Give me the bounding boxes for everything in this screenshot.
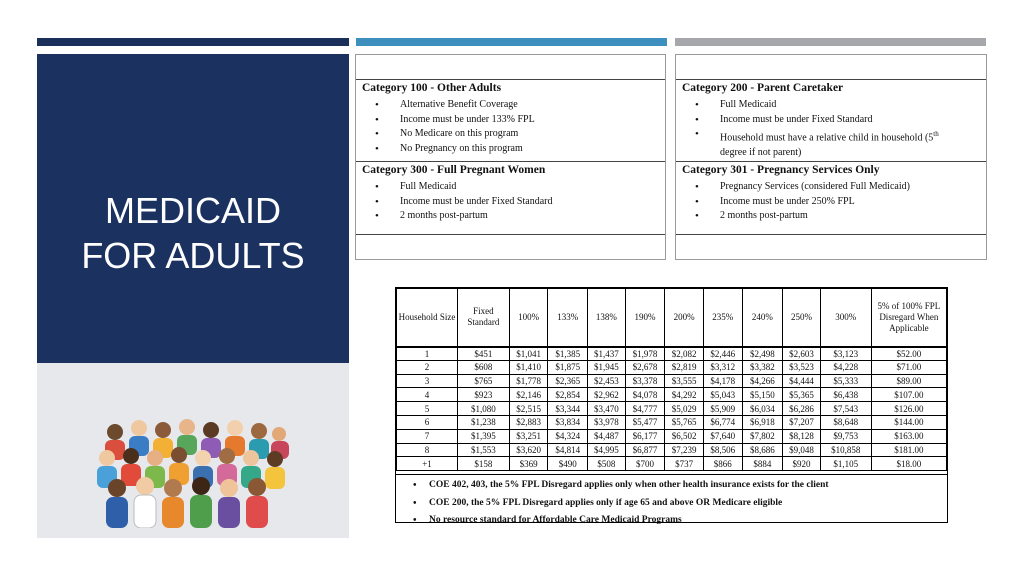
table-cell: $8,686 — [742, 443, 783, 457]
table-cell: $1,105 — [820, 457, 871, 471]
crowd-illustration — [95, 418, 291, 528]
category-100-title: Category 100 - Other Adults — [362, 82, 502, 94]
table-cell: $107.00 — [871, 388, 946, 402]
table-cell: $451 — [457, 347, 509, 361]
table-cell: $10,858 — [820, 443, 871, 457]
table-cell: $5,333 — [820, 374, 871, 388]
table-cell: $4,444 — [783, 374, 821, 388]
table-cell: $3,620 — [509, 443, 548, 457]
table-cell: $7,640 — [703, 429, 742, 443]
table-cell: +1 — [397, 457, 458, 471]
table-cell: $5,477 — [625, 415, 665, 429]
table-cell: 8 — [397, 443, 458, 457]
table-cell: $4,266 — [742, 374, 783, 388]
table-cell: $369 — [509, 457, 548, 471]
column-header: 100% — [509, 289, 548, 347]
list-item: • 2 months post-partum — [695, 209, 986, 224]
fpl-notes-list — [396, 477, 947, 530]
table-cell: $5,365 — [783, 388, 821, 402]
table-cell: $3,251 — [509, 429, 548, 443]
table-cell: $5,909 — [703, 402, 742, 416]
category-100-list — [356, 98, 665, 156]
table-cell: $6,438 — [820, 388, 871, 402]
category-301-title: Category 301 - Pregnancy Services Only — [682, 164, 880, 176]
slide-title-line2: FOR ADULTS — [81, 235, 305, 276]
table-cell: $52.00 — [871, 347, 946, 361]
list-item: • 2 months post-partum — [375, 209, 665, 224]
table-cell: $5,029 — [665, 402, 704, 416]
note-item: • COE 402, 403, the 5% FPL Disregard applies only when other health insurance exists for the client — [413, 477, 947, 495]
table-cell: $2,453 — [588, 374, 626, 388]
table-cell: $608 — [457, 360, 509, 374]
table-row — [397, 374, 947, 388]
column-header: 300% — [820, 289, 871, 347]
list-item-text: degree if not parent) — [720, 146, 802, 158]
table-row — [397, 443, 947, 457]
slide-title-line1: MEDICAID — [104, 190, 281, 231]
table-cell: $1,385 — [548, 347, 588, 361]
table-cell: $6,177 — [625, 429, 665, 443]
table-cell: $6,774 — [703, 415, 742, 429]
table-cell: $4,814 — [548, 443, 588, 457]
table-cell: $6,918 — [742, 415, 783, 429]
category-301-box — [676, 161, 986, 235]
table-cell: $7,207 — [783, 415, 821, 429]
table-cell: 5 — [397, 402, 458, 416]
column-header: 235% — [703, 289, 742, 347]
table-cell: $4,324 — [548, 429, 588, 443]
table-cell: $7,543 — [820, 402, 871, 416]
table-cell: 1 — [397, 347, 458, 361]
table-cell: $923 — [457, 388, 509, 402]
header-bar-gray — [675, 38, 986, 46]
header-bar-blue — [356, 38, 667, 46]
list-item: • Pregnancy Services (considered Full Medicaid) — [695, 180, 986, 195]
column-header: 190% — [625, 289, 665, 347]
table-cell: $1,978 — [625, 347, 665, 361]
list-item: • Full Medicaid — [375, 180, 665, 195]
table-cell: $144.00 — [871, 415, 946, 429]
table-cell: $866 — [703, 457, 742, 471]
table-cell: 7 — [397, 429, 458, 443]
table-cell: $8,128 — [783, 429, 821, 443]
table-cell: $3,382 — [742, 360, 783, 374]
table-cell: $2,962 — [588, 388, 626, 402]
category-200-box — [676, 79, 986, 161]
category-100-box — [356, 79, 665, 161]
table-cell: $5,150 — [742, 388, 783, 402]
fpl-notes — [396, 474, 947, 530]
column-header: 240% — [742, 289, 783, 347]
table-cell: $2,819 — [665, 360, 704, 374]
table-cell: $4,777 — [625, 402, 665, 416]
table-row — [397, 457, 947, 471]
table-cell: $7,239 — [665, 443, 704, 457]
table-cell: $2,678 — [625, 360, 665, 374]
table-cell: $8,506 — [703, 443, 742, 457]
column-header: 250% — [783, 289, 821, 347]
table-cell: $1,553 — [457, 443, 509, 457]
list-item: • Income must be under Fixed Standard — [695, 113, 986, 128]
column-header: Fixed Standard — [457, 289, 509, 347]
fpl-table-body — [397, 347, 947, 471]
table-cell: $2,365 — [548, 374, 588, 388]
table-cell: $9,048 — [783, 443, 821, 457]
table-cell: $126.00 — [871, 402, 946, 416]
table-cell: $920 — [783, 457, 821, 471]
table-row — [397, 415, 947, 429]
list-item-text: Household must have a relative child in household (5 — [720, 132, 934, 144]
table-cell: $2,515 — [509, 402, 548, 416]
column-header: 133% — [548, 289, 588, 347]
table-cell: $9,753 — [820, 429, 871, 443]
list-item: • No Pregnancy on this program — [375, 142, 665, 157]
table-cell: $508 — [588, 457, 626, 471]
fpl-table — [396, 288, 947, 471]
table-cell: $4,228 — [820, 360, 871, 374]
category-300-list — [356, 180, 665, 224]
column-header: 5% of 100% FPL Disregard When Applicable — [871, 289, 946, 347]
table-cell: $163.00 — [871, 429, 946, 443]
column-header: Household Size — [397, 289, 458, 347]
table-cell: 4 — [397, 388, 458, 402]
table-cell: $3,123 — [820, 347, 871, 361]
note-item: • No resource standard for Affordable Care Medicaid Programs — [413, 512, 947, 530]
table-cell: $3,555 — [665, 374, 704, 388]
table-cell: $3,312 — [703, 360, 742, 374]
list-item: • Income must be under Fixed Standard — [375, 195, 665, 210]
table-cell: $884 — [742, 457, 783, 471]
table-cell: $6,502 — [665, 429, 704, 443]
table-cell: $7,802 — [742, 429, 783, 443]
table-cell: 3 — [397, 374, 458, 388]
list-item: • Income must be under 133% FPL — [375, 113, 665, 128]
column-header: 138% — [588, 289, 626, 347]
list-item — [695, 127, 986, 160]
table-cell: $1,875 — [548, 360, 588, 374]
superscript: th — [933, 130, 939, 138]
category-300-box — [356, 161, 665, 235]
table-cell: $18.00 — [871, 457, 946, 471]
note-item: • COE 200, the 5% FPL Disregard applies only if age 65 and above OR Medicare eligible — [413, 495, 947, 513]
table-row — [397, 347, 947, 361]
table-cell: $2,603 — [783, 347, 821, 361]
table-cell: $2,082 — [665, 347, 704, 361]
table-cell: $1,945 — [588, 360, 626, 374]
column-header: 200% — [665, 289, 704, 347]
table-cell: $1,410 — [509, 360, 548, 374]
table-cell: $2,883 — [509, 415, 548, 429]
table-cell: $71.00 — [871, 360, 946, 374]
table-cell: $5,043 — [703, 388, 742, 402]
table-cell: $3,978 — [588, 415, 626, 429]
fpl-table-container — [395, 287, 948, 523]
table-cell: $6,286 — [783, 402, 821, 416]
table-row — [397, 388, 947, 402]
category-301-list — [676, 180, 986, 224]
category-200-list — [676, 98, 986, 160]
table-header-row — [397, 289, 947, 347]
header-bar-navy — [37, 38, 349, 46]
list-item: • Alternative Benefit Coverage — [375, 98, 665, 113]
slide-title — [37, 188, 349, 278]
table-cell: $3,834 — [548, 415, 588, 429]
table-cell: $6,877 — [625, 443, 665, 457]
table-cell: $181.00 — [871, 443, 946, 457]
table-cell: 2 — [397, 360, 458, 374]
table-cell: $6,034 — [742, 402, 783, 416]
table-cell: $5,765 — [665, 415, 704, 429]
table-cell: $3,523 — [783, 360, 821, 374]
table-cell: $1,778 — [509, 374, 548, 388]
table-cell: $3,344 — [548, 402, 588, 416]
table-row — [397, 402, 947, 416]
list-item: • No Medicare on this program — [375, 127, 665, 142]
table-cell: $700 — [625, 457, 665, 471]
table-cell: $2,446 — [703, 347, 742, 361]
table-cell: $490 — [548, 457, 588, 471]
category-column-left — [355, 54, 666, 260]
table-cell: $1,395 — [457, 429, 509, 443]
table-row — [397, 360, 947, 374]
table-cell: $4,078 — [625, 388, 665, 402]
table-cell: $4,487 — [588, 429, 626, 443]
category-column-right — [675, 54, 987, 260]
table-cell: $158 — [457, 457, 509, 471]
table-cell: $3,470 — [588, 402, 626, 416]
list-item: • Income must be under 250% FPL — [695, 195, 986, 210]
table-cell: $89.00 — [871, 374, 946, 388]
table-cell: $1,041 — [509, 347, 548, 361]
table-cell: $1,437 — [588, 347, 626, 361]
table-cell: $765 — [457, 374, 509, 388]
table-cell: $4,292 — [665, 388, 704, 402]
table-cell: $1,238 — [457, 415, 509, 429]
table-cell: $8,648 — [820, 415, 871, 429]
table-cell: $2,498 — [742, 347, 783, 361]
table-cell: $2,146 — [509, 388, 548, 402]
table-cell: $4,995 — [588, 443, 626, 457]
table-cell: $4,178 — [703, 374, 742, 388]
table-cell: $2,854 — [548, 388, 588, 402]
category-200-title: Category 200 - Parent Caretaker — [682, 82, 844, 94]
table-cell: 6 — [397, 415, 458, 429]
table-cell: $737 — [665, 457, 704, 471]
category-300-title: Category 300 - Full Pregnant Women — [362, 164, 546, 176]
list-item: • Full Medicaid — [695, 98, 986, 113]
table-row — [397, 429, 947, 443]
table-cell: $3,378 — [625, 374, 665, 388]
table-cell: $1,080 — [457, 402, 509, 416]
